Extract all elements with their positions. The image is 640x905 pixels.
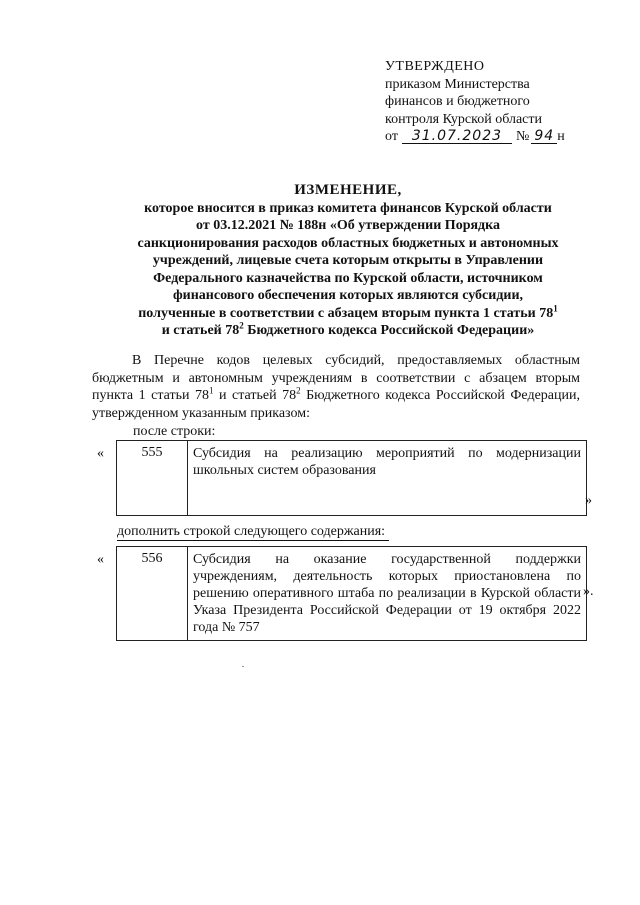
title-line-7-text: полученные в соответствии с абзацем вторым пункта 1 статьи 78 xyxy=(138,305,554,321)
title-line-6: финансового обеспечения которых являются субсидии, xyxy=(172,288,524,303)
title-line-8-text-b: Бюджетного кодекса Российской Федерации» xyxy=(243,323,535,338)
subsidy-code-cell: 555 xyxy=(117,441,188,516)
title-sup-2: 2 xyxy=(239,320,244,331)
new-row-table xyxy=(116,546,587,641)
subsidy-description-cell: Субсидия на реализацию мероприятий по модернизации школьных систем образования xyxy=(188,441,587,516)
approval-line-3: контроля Курской области xyxy=(385,111,542,127)
handwritten-date: 31.07.2023 xyxy=(402,129,512,144)
table-row xyxy=(117,547,587,641)
existing-row-table xyxy=(116,440,587,516)
title-sup-1: 1 xyxy=(553,302,558,313)
title-line-1: которое вносится в приказ комитета финансов Курской области xyxy=(144,200,552,216)
body-paragraph xyxy=(92,352,580,422)
number-suffix: н xyxy=(557,129,565,144)
title-line-2: от 03.12.2021 № 188н «Об утверждении Порядка xyxy=(196,218,500,233)
after-row-label: после строки: xyxy=(133,424,219,441)
open-quote-2: « xyxy=(97,552,104,567)
paragraph-sup-1: 1 xyxy=(209,385,214,396)
close-quote-2: ». xyxy=(583,584,594,599)
subsidy-description-cell: Субсидия на оказание государственной поддержки учреждениям, деятельность которых приостановлена по решению оперативного штаба по реализации в Курской области Указа Президента Российской Федерации от 19 октября 2022 года № 757 xyxy=(188,547,587,641)
title-line-8 xyxy=(108,322,588,340)
title-line-3: санкционирования расходов областных бюджетных и автономных xyxy=(137,235,559,251)
handwritten-number: 94 xyxy=(531,129,557,144)
approved-label: УТВЕРЖДЕНО xyxy=(385,59,485,74)
approval-date-line xyxy=(385,128,605,146)
open-quote-1: « xyxy=(97,446,104,461)
table-row xyxy=(117,441,587,516)
paragraph-sup-2: 2 xyxy=(296,385,301,396)
title-line-8-text-a: и статьей 78 xyxy=(161,323,240,338)
paragraph-text-c: Бюджетного кодекса Российской Федерации, утвержденном указанным приказом: xyxy=(92,388,580,421)
paragraph-text-b: и статьей 78 xyxy=(213,388,297,403)
title-line-5: Федерального казначейства по Курской области, источником xyxy=(153,270,543,286)
add-row-label: дополнить строкой следующего содержания: xyxy=(117,524,389,541)
approval-block xyxy=(385,58,605,146)
subsidy-code-cell: 556 xyxy=(117,547,188,641)
from-label: от xyxy=(385,129,398,144)
title-line-7 xyxy=(108,302,588,323)
title-heading: ИЗМЕНЕНИЕ, xyxy=(294,182,402,198)
close-quote-1: » xyxy=(585,493,592,508)
document-title xyxy=(108,182,588,340)
paragraph-text-a: В Перечне кодов целевых субсидий, предоставляемых областным бюджетным и автономным учреждениям в соответствии с абзацем вторым пункта 1 статьи 78 xyxy=(92,353,580,403)
title-line-4: учреждений, лицевые счета которым открыты в Управлении xyxy=(152,253,544,268)
number-label: № xyxy=(515,129,530,144)
scan-dot xyxy=(242,666,244,667)
approval-line-1: приказом Министерства xyxy=(385,76,530,92)
approval-line-2: финансов и бюджетного xyxy=(385,94,530,109)
